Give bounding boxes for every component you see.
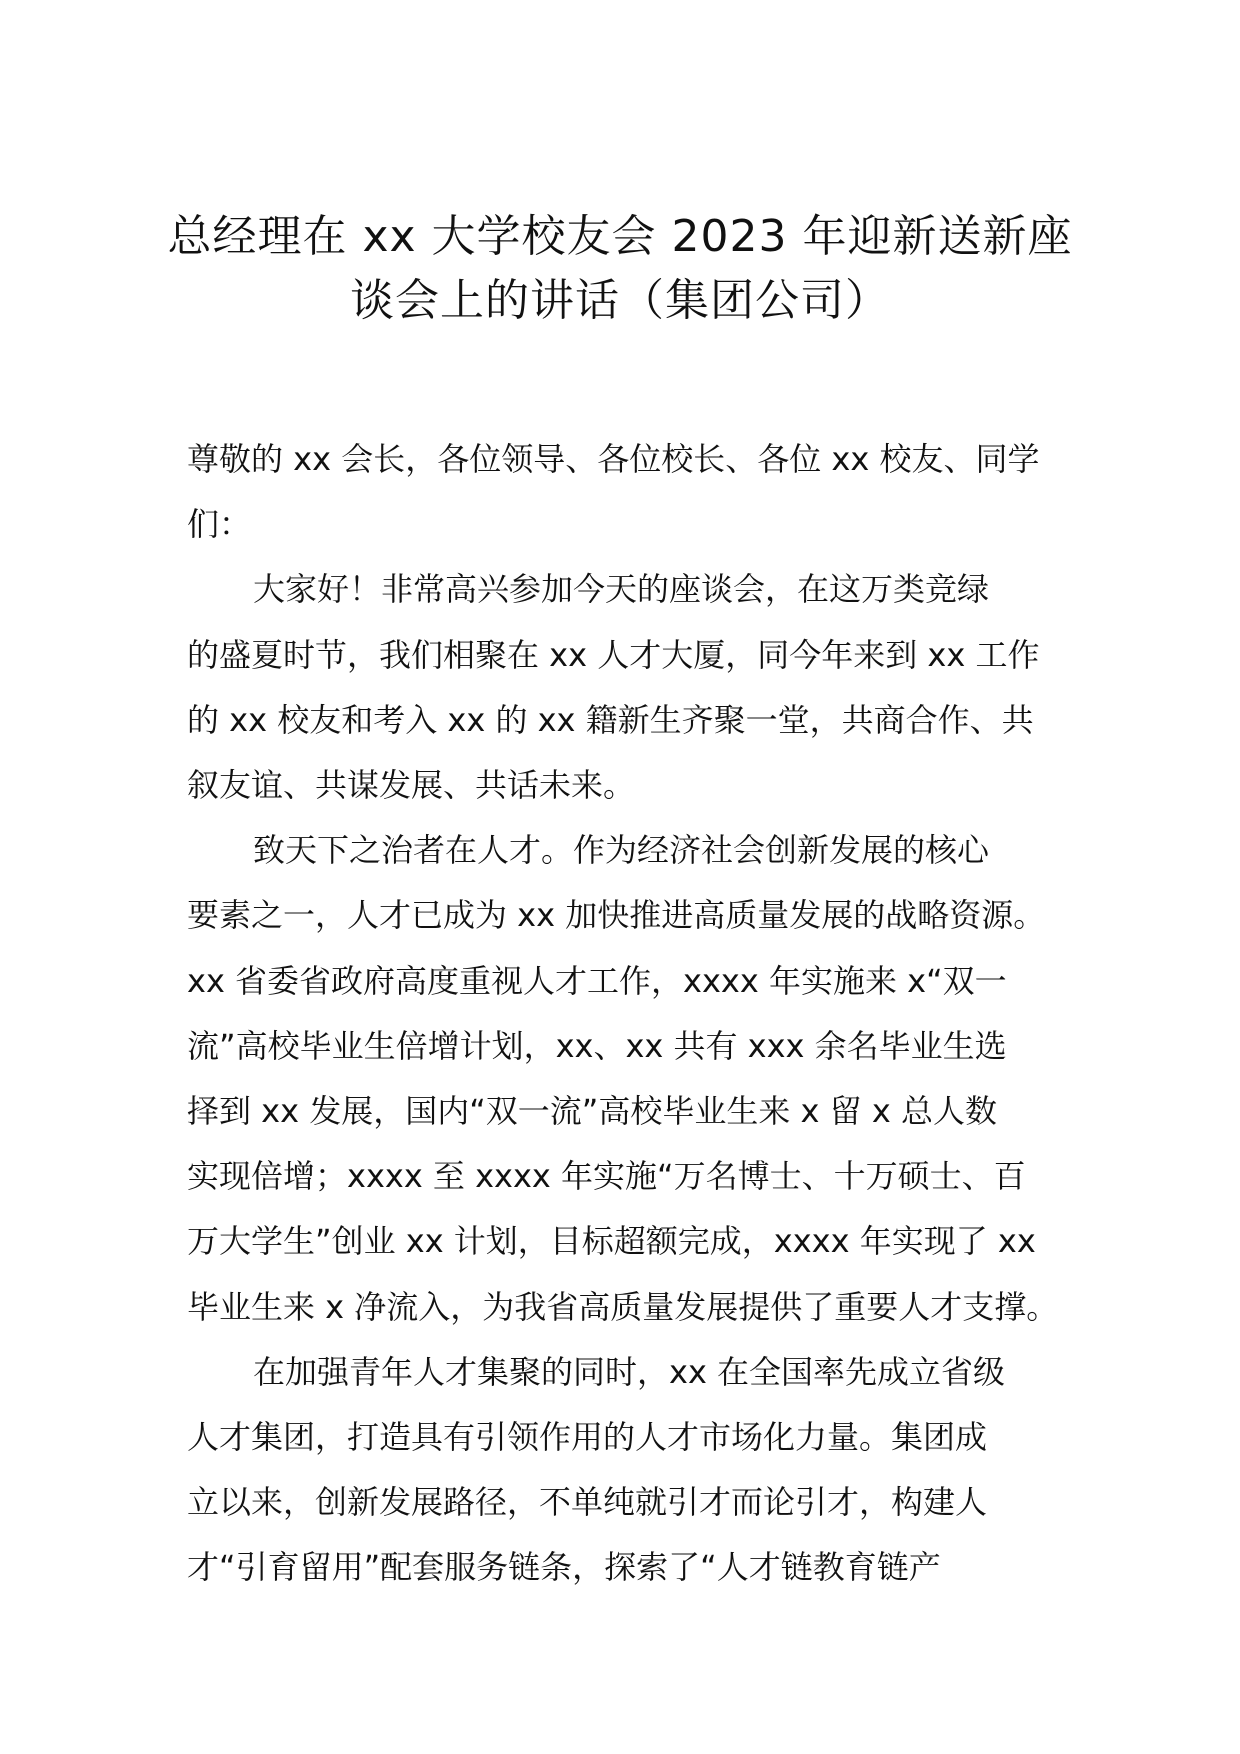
title-line: 谈会上的讲话（集团公司）	[350, 275, 890, 326]
salutation-paragraph	[187, 427, 1057, 557]
text-line: 流”高校毕业生倍增计划，xx、xx 共有 xxx 余名毕业生选	[187, 1026, 1007, 1065]
text-line: 毕业生来 x 净流入，为我省高质量发展提供了重要人才支撑。	[187, 1287, 1059, 1326]
text-line: 要素之一，人才已成为 xx 加快推进高质量发展的战略资源。	[187, 896, 1046, 935]
text-line: 立以来，创新发展路径，不单纯就引才而论引才，构建人	[187, 1483, 988, 1522]
text-line: 实现倍增；xxxx 至 xxxx 年实施“万名博士、十万硕士、百	[187, 1157, 1026, 1196]
document-title	[150, 205, 1090, 333]
text-line: 们：	[187, 505, 252, 544]
text-line: xx 省委省政府高度重视人才工作，xxxx 年实施来 x“双一	[187, 961, 1007, 1000]
text-line: 万大学生”创业 xx 计划，目标超额完成，xxxx 年实现了 xx	[187, 1222, 1036, 1261]
text-line: 大家好！非常高兴参加今天的座谈会，在这万类竞绿	[253, 570, 990, 609]
text-line: 的盛夏时节，我们相聚在 xx 人才大厦，同今年来到 xx 工作	[187, 635, 1040, 674]
text-line: 尊敬的 xx 会长，各位领导、各位校长、各位 xx 校友、同学	[187, 440, 1040, 478]
text-line: 的 xx 校友和考入 xx 的 xx 籍新生齐聚一堂，共商合作、共	[187, 700, 1034, 739]
text-line: 择到 xx 发展，国内“双一流”高校毕业生来 x 留 x 总人数	[187, 1092, 997, 1131]
text-line: 致天下之治者在人才。作为经济社会创新发展的核心	[253, 831, 990, 870]
text-line: 人才集团，打造具有引领作用的人才市场化力量。集团成	[187, 1418, 988, 1457]
text-line: 叙友谊、共谋发展、共话未来。	[187, 766, 636, 805]
text-line: 在加强青年人才集聚的同时，xx 在全国率先成立省级	[253, 1352, 1006, 1391]
group-paragraph	[187, 1340, 1057, 1601]
talent-paragraph	[187, 818, 1057, 1340]
text-line: 才“引育留用”配套服务链条，探索了“人才链教育链产	[187, 1548, 941, 1587]
greeting-paragraph	[187, 557, 1057, 818]
document-body	[187, 427, 1057, 1601]
title-line: 总经理在 xx 大学校友会 2023 年迎新送新座	[167, 211, 1073, 262]
